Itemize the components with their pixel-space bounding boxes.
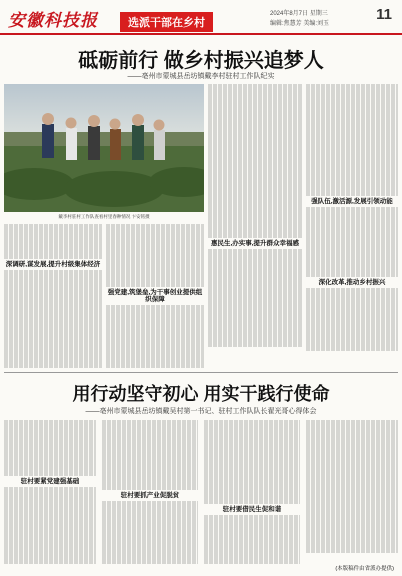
body-text-line: [204, 522, 300, 529]
body-text-line: [208, 126, 302, 133]
article2-column-1: [4, 420, 96, 574]
body-text-line: [204, 462, 300, 469]
body-text-line: [208, 140, 302, 147]
section-heading: 强党建,筑堡垒,为干事创业提供组织保障: [107, 289, 203, 303]
body-text-line: [106, 347, 204, 354]
body-text-line: [306, 112, 398, 119]
body-text-line: [306, 434, 398, 441]
article2-column-2: [102, 420, 198, 574]
body-text-line: [4, 238, 102, 245]
body-text-line: [306, 511, 398, 518]
body-text-line: [204, 455, 300, 462]
body-text-line: [208, 284, 302, 291]
body-text-line: [4, 252, 102, 259]
body-text-line: [102, 483, 198, 490]
body-text-line: [4, 522, 96, 529]
body-text-line: [4, 347, 102, 354]
body-text-line: [4, 455, 96, 462]
body-text-line: [306, 182, 398, 189]
section-heading: 深调研,谋发展,提升村级集体经济: [5, 261, 101, 268]
body-text-line: [208, 210, 302, 217]
editors-line: 编辑:焦慧芳 美编:刘玉: [270, 21, 330, 27]
body-text-line: [306, 302, 398, 309]
article2-subtitle: ——亳州市蒙城县岳坊镇戴吴村第一书记、驻村工作队队长翟光哥心得体会: [85, 408, 317, 415]
body-text-line: [306, 462, 398, 469]
body-text-line: [4, 487, 96, 494]
body-text-line: [4, 231, 102, 238]
body-text-line: [208, 224, 302, 231]
body-text-line: [4, 291, 102, 298]
body-text-line: [4, 501, 96, 508]
body-text-line: [4, 340, 102, 347]
body-text-line: [306, 476, 398, 483]
body-text-line: [106, 231, 204, 238]
body-text-line: [208, 326, 302, 333]
body-text-line: [208, 175, 302, 182]
body-text-line: [204, 543, 300, 550]
body-text-line: [306, 214, 398, 221]
body-text-line: [208, 189, 302, 196]
body-text-line: [102, 448, 198, 455]
body-text-line: [102, 420, 198, 427]
body-text-line: [208, 119, 302, 126]
section-heading: 驻村要抓产业促脱贫: [120, 492, 180, 499]
section-heading: 驻村要紧党建强基础: [20, 478, 80, 485]
body-text-line: [102, 501, 198, 508]
body-text-line: [4, 298, 102, 305]
body-text-line: [306, 98, 398, 105]
article2-column-4: [306, 420, 398, 560]
body-text-line: [102, 476, 198, 483]
article1-column-4: [306, 84, 398, 368]
body-text-line: [306, 133, 398, 140]
body-text-line: [102, 550, 198, 557]
body-text-line: [208, 203, 302, 210]
body-text-line: [306, 504, 398, 511]
body-text-line: [204, 469, 300, 476]
body-text-line: [4, 434, 96, 441]
body-text-line: [306, 161, 398, 168]
body-text-line: [208, 333, 302, 340]
body-text-line: [106, 361, 204, 368]
photo-caption: 戴李村驻村工作队查看村里春种情况 卞安铭摄: [58, 214, 150, 219]
body-text-line: [306, 207, 398, 214]
body-text-line: [204, 515, 300, 522]
body-text-line: [208, 91, 302, 98]
article2-headline: 用行动坚守初心 用实干践行使命: [72, 384, 330, 404]
body-text-line: [4, 305, 102, 312]
body-text-line: [208, 84, 302, 91]
field-photo: [4, 84, 204, 212]
body-text-line: [306, 546, 398, 553]
article-divider: [4, 372, 398, 373]
body-text-line: [4, 550, 96, 557]
body-text-line: [106, 312, 204, 319]
body-text-line: [204, 483, 300, 490]
body-text-line: [102, 522, 198, 529]
body-text-line: [204, 427, 300, 434]
body-text-line: [306, 140, 398, 147]
body-text-line: [208, 133, 302, 140]
body-text-line: [4, 508, 96, 515]
body-text-line: [208, 340, 302, 347]
body-text-line: [4, 312, 102, 319]
article1-column-2: [106, 224, 204, 368]
body-text-line: [208, 231, 302, 238]
body-text-line: [306, 295, 398, 302]
body-text-line: [204, 557, 300, 564]
body-text-line: [102, 469, 198, 476]
body-text-line: [306, 539, 398, 546]
body-text-line: [204, 434, 300, 441]
body-text-line: [4, 354, 102, 361]
body-text-line: [102, 515, 198, 522]
page-number: 11: [376, 6, 392, 23]
body-text-line: [102, 536, 198, 543]
body-text-line: [208, 182, 302, 189]
body-text-line: [204, 490, 300, 497]
body-text-line: [208, 277, 302, 284]
body-text-line: [106, 326, 204, 333]
body-text-line: [4, 536, 96, 543]
body-text-line: [306, 469, 398, 476]
body-text-line: [208, 263, 302, 270]
body-text-line: [208, 98, 302, 105]
body-text-line: [102, 462, 198, 469]
body-text-line: [306, 84, 398, 91]
section-heading: 惠民生,办实事,提升群众幸福感: [210, 240, 300, 247]
body-text-line: [4, 361, 102, 368]
body-text-line: [306, 427, 398, 434]
body-text-line: [4, 427, 96, 434]
body-text-line: [102, 434, 198, 441]
body-text-line: [106, 273, 204, 280]
body-text-line: [4, 515, 96, 522]
body-text-line: [4, 469, 96, 476]
body-text-line: [306, 525, 398, 532]
body-text-line: [4, 277, 102, 284]
body-text-line: [306, 337, 398, 344]
body-text-line: [306, 249, 398, 256]
body-text-line: [208, 305, 302, 312]
body-text-line: [208, 256, 302, 263]
field-photo-image: [4, 84, 204, 212]
body-text-line: [208, 270, 302, 277]
body-text-line: [208, 105, 302, 112]
body-text-line: [306, 323, 398, 330]
body-text-line: [306, 448, 398, 455]
article1-subtitle: ——亳州市蒙城县岳坊镇戴李村驻村工作队纪实: [127, 73, 275, 80]
body-text-line: [208, 298, 302, 305]
body-text-line: [208, 319, 302, 326]
body-text-line: [306, 288, 398, 295]
body-text-line: [306, 518, 398, 525]
issue-date: 2024年8月7日 星期三: [270, 11, 328, 17]
section-heading: 驻村要借民生促和谐: [222, 506, 282, 513]
body-text-line: [204, 529, 300, 536]
body-text-line: [102, 557, 198, 564]
body-text-line: [306, 105, 398, 112]
body-text-line: [306, 189, 398, 196]
body-text-line: [106, 238, 204, 245]
body-text-line: [204, 550, 300, 557]
body-text-line: [306, 119, 398, 126]
body-text-line: [306, 344, 398, 351]
body-text-line: [208, 217, 302, 224]
newspaper-logo: 安徽科技报: [8, 11, 98, 30]
body-text-line: [106, 224, 204, 231]
body-text-line: [306, 441, 398, 448]
body-text-line: [102, 529, 198, 536]
body-text-line: [306, 242, 398, 249]
body-text-line: [306, 309, 398, 316]
body-text-line: [106, 319, 204, 326]
body-text-line: [4, 462, 96, 469]
body-text-line: [106, 259, 204, 266]
body-text-line: [4, 319, 102, 326]
body-text-line: [204, 420, 300, 427]
body-text-line: [208, 291, 302, 298]
body-text-line: [306, 154, 398, 161]
section-heading: 强队伍,激活源,发展引领动能: [311, 198, 393, 205]
body-text-line: [306, 168, 398, 175]
body-text-line: [204, 441, 300, 448]
body-text-line: [306, 316, 398, 323]
body-text-line: [106, 280, 204, 287]
body-text-line: [102, 508, 198, 515]
body-text-line: [306, 490, 398, 497]
body-text-line: [106, 305, 204, 312]
column-label: 选派干部在乡村: [120, 12, 213, 32]
body-text-line: [4, 333, 102, 340]
body-text-line: [102, 455, 198, 462]
body-text-line: [306, 420, 398, 427]
article1-column-1: [4, 224, 102, 368]
body-text-line: [306, 532, 398, 539]
body-text-line: [306, 175, 398, 182]
body-text-line: [102, 427, 198, 434]
body-text-line: [4, 494, 96, 501]
body-text-line: [204, 497, 300, 504]
body-text-line: [306, 126, 398, 133]
section-heading: 深化改革,推动乡村振兴: [318, 279, 386, 286]
body-text-line: [208, 312, 302, 319]
body-text-line: [4, 557, 96, 564]
body-text-line: [306, 235, 398, 242]
article1-headline: 砥砺前行 做乡村振兴追梦人: [78, 50, 324, 72]
body-text-line: [4, 245, 102, 252]
body-text-line: [4, 441, 96, 448]
body-text-line: [208, 112, 302, 119]
body-text-line: [306, 263, 398, 270]
body-text-line: [306, 455, 398, 462]
body-text-line: [4, 326, 102, 333]
body-text-line: [4, 543, 96, 550]
body-text-line: [208, 147, 302, 154]
body-text-line: [106, 266, 204, 273]
body-text-line: [208, 154, 302, 161]
source-note: (本版稿件由省派办提供): [335, 566, 394, 572]
body-text-line: [106, 252, 204, 259]
body-text-line: [4, 529, 96, 536]
body-text-line: [204, 448, 300, 455]
body-text-line: [106, 340, 204, 347]
body-text-line: [306, 270, 398, 277]
body-text-line: [4, 224, 102, 231]
body-text-line: [106, 245, 204, 252]
body-text-line: [208, 196, 302, 203]
masthead: [0, 0, 402, 34]
article1-column-3: [208, 84, 302, 368]
body-text-line: [102, 543, 198, 550]
body-text-line: [4, 284, 102, 291]
body-text-line: [306, 228, 398, 235]
body-text-line: [4, 448, 96, 455]
body-text-line: [208, 161, 302, 168]
body-text-line: [306, 330, 398, 337]
body-text-line: [306, 256, 398, 263]
body-text-line: [306, 483, 398, 490]
body-text-line: [204, 476, 300, 483]
body-text-line: [204, 536, 300, 543]
body-text-line: [208, 249, 302, 256]
body-text-line: [306, 497, 398, 504]
body-text-line: [106, 333, 204, 340]
body-text-line: [306, 147, 398, 154]
body-text-line: [306, 91, 398, 98]
body-text-line: [306, 221, 398, 228]
body-text-line: [102, 441, 198, 448]
body-text-line: [4, 270, 102, 277]
article2-column-3: [204, 420, 300, 574]
body-text-line: [208, 168, 302, 175]
masthead-rule: [0, 33, 402, 35]
body-text-line: [4, 420, 96, 427]
body-text-line: [106, 354, 204, 361]
